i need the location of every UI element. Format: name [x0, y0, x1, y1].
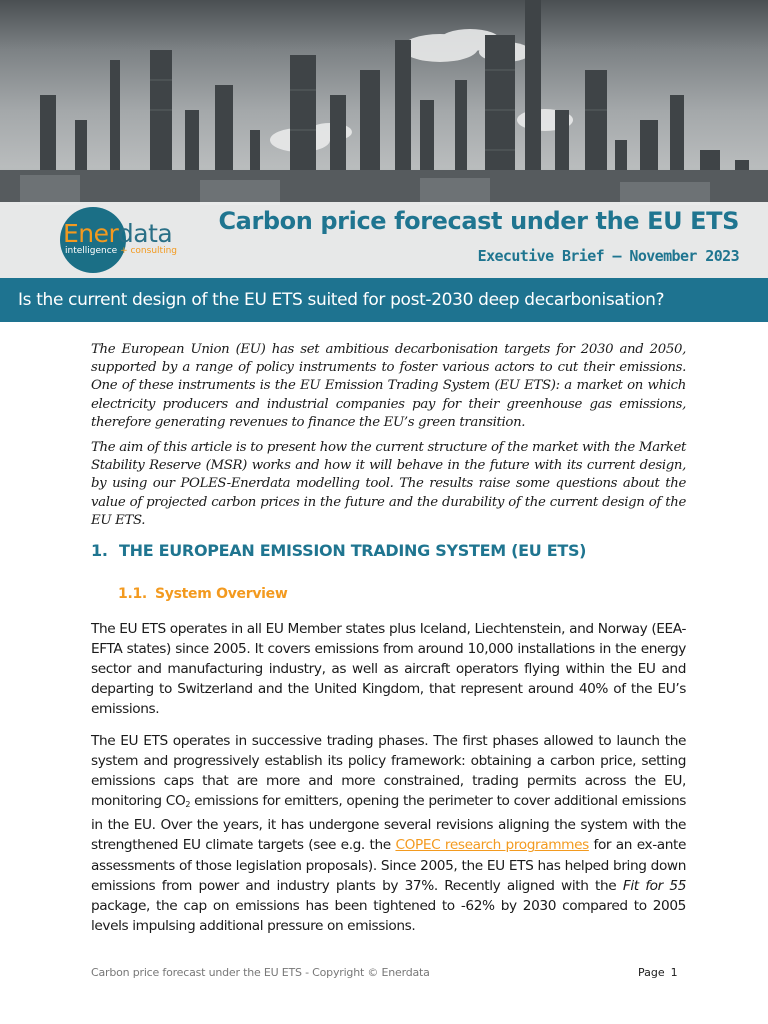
document-subtitle: Executive Brief – November 2023: [477, 247, 739, 265]
section-number: 1.: [91, 541, 108, 560]
logo-tag-part2: + consulting: [117, 246, 177, 256]
page-label: Page: [638, 966, 665, 979]
co2-subscript: 2: [185, 800, 191, 810]
footer-page-indicator: [638, 966, 678, 979]
fit-for-55-italic: Fit for 55: [622, 877, 687, 894]
paragraph2-text-2: emissions for emitters, opening the perimeter to cover additional emissions in the EU. Over the years, it has undergone several revisions aligning the system with the strengthened EU climate targets (see e.g. the: [91, 793, 686, 854]
paragraph2-text-1: The EU ETS operates in successive trading phases. The first phases allowed to launch the system and progressively establish its policy framework: obtaining a carbon price, setting emissions caps that are more and more constrained, trading permits across the EU, monitoring CO: [91, 733, 686, 810]
section-title: THE EUROPEAN EMISSION TRADING SYSTEM (EU ETS): [119, 541, 587, 560]
paragraph2-text-4: package, the cap on emissions has been tightened to -62% by 2030 compared to 2005 levels impulsing additional pressure on emissions.: [91, 897, 686, 934]
logo-wordmark: [63, 221, 172, 246]
intro-paragraph-1: The European Union (EU) has set ambitious decarbonisation targets for 2030 and 2050, supported by a range of policy instruments to foster various actors to cut their emissions. One of these instruments is the EU Emission Trading System (EU ETS): a market on which electricity producers and industrial companies pay for their greenhouse gas emissions, therefore generating revenues to finance the EU’s green transition.: [91, 342, 686, 430]
paragraph2-text-3: for an ex-ante assessments of those legislation proposals). Since 2005, the EU ETS has helped bring down emissions from power and industry plants by 37%. Recently aligned with the: [91, 837, 686, 894]
logo-tag-part1: intelligence: [65, 246, 118, 256]
intro-paragraph-2: The aim of this article is to present how the current structure of the market with the Market Stability Reserve (MSR) works and how it will behave in the future with its current design, by using our POLES-Enerdata modelling tool. The results raise some questions about the value of projected carbon prices in the future and the durability of the current design of the EU ETS.: [91, 440, 686, 528]
document-title: Carbon price forecast under the EU ETS: [218, 207, 739, 235]
subsection-number: 1.1.: [118, 586, 147, 602]
section-heading-1: [91, 541, 586, 560]
logo-tagline: [65, 246, 177, 256]
subsection-title: System Overview: [155, 586, 288, 602]
question-banner: Is the current design of the EU ETS suited for post-2030 deep decarbonisation?: [0, 278, 768, 322]
body-paragraph-1: The EU ETS operates in all EU Member states plus Iceland, Liechtenstein, and Norway (EEA-EFTA states) since 2005. It covers emissions from around 10,000 installations in the energy sector and manufacturing industry, as well as aircraft operators flying within the EU and departing to Switzerland and the United Kingdom, that represent around 40% of the EU’s emissions.: [91, 621, 686, 718]
enerdata-logo: [60, 207, 190, 273]
copec-research-link[interactable]: COPEC research programmes: [395, 837, 589, 854]
footer-copyright: Carbon price forecast under the EU ETS - Copyright © Enerdata: [91, 966, 430, 979]
logo-word-part2: data: [117, 219, 173, 248]
subsection-heading-1-1: [118, 586, 287, 602]
page-number: 1: [670, 966, 678, 979]
logo-word-part1: Ener: [63, 219, 118, 248]
body-paragraph-2: [91, 731, 686, 936]
